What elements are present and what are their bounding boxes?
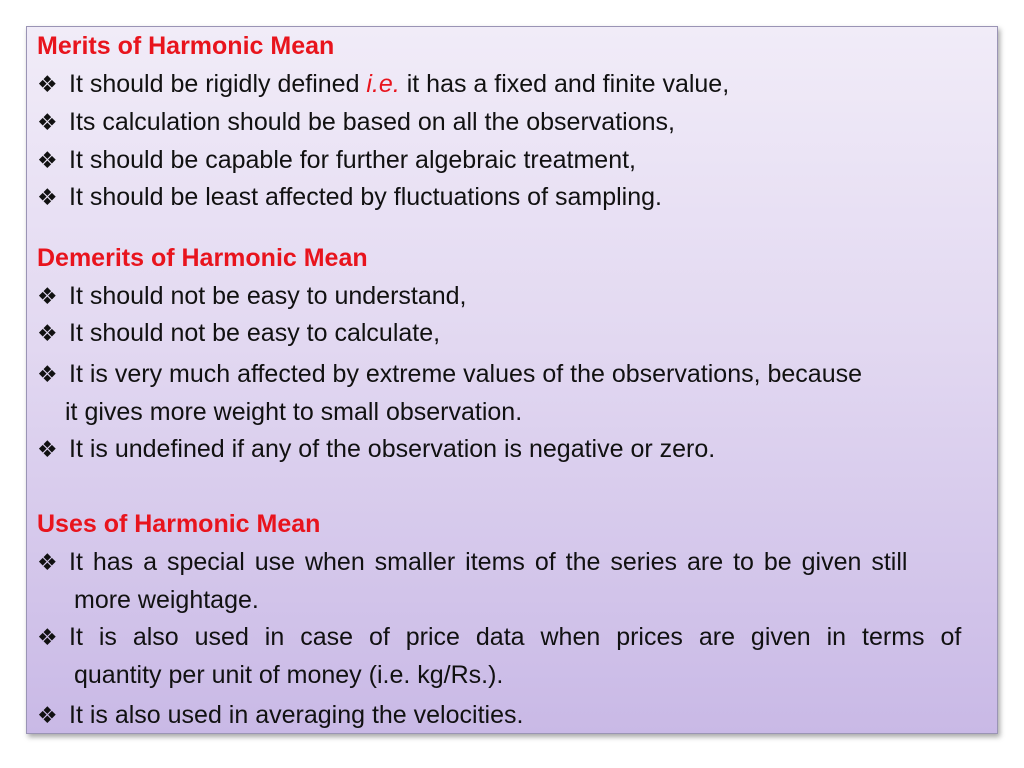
demerits-item-2 bbox=[37, 318, 440, 348]
diamond-bullet-icon: ❖ bbox=[37, 549, 58, 575]
demerits-item-3 bbox=[37, 359, 862, 389]
demerits-item-1 bbox=[37, 281, 467, 311]
demerits-item-1-text: It should not be easy to understand, bbox=[69, 282, 467, 310]
uses-item-3-text: It is also used in averaging the velocities. bbox=[69, 701, 524, 729]
slide-panel bbox=[26, 26, 998, 734]
uses-item-1-line2: more weightage. bbox=[74, 586, 259, 614]
diamond-bullet-icon: ❖ bbox=[37, 624, 58, 650]
uses-item-1 bbox=[37, 547, 907, 577]
demerits-item-4-text: It is undefined if any of the observation is negative or zero. bbox=[69, 435, 716, 463]
merits-item-3-text: It should be capable for further algebraic treatment, bbox=[69, 146, 636, 174]
diamond-bullet-icon: ❖ bbox=[37, 147, 58, 173]
diamond-bullet-icon: ❖ bbox=[37, 109, 58, 135]
diamond-bullet-icon: ❖ bbox=[37, 71, 58, 97]
uses-item-2-line2: quantity per unit of money (i.e. kg/Rs.). bbox=[74, 661, 504, 689]
merits-item-1-text-a: It should be rigidly defined bbox=[69, 70, 367, 98]
merits-item-3 bbox=[37, 145, 636, 175]
merits-item-1 bbox=[37, 69, 729, 99]
demerits-item-3-line1: It is very much affected by extreme values of the observations, because bbox=[69, 360, 863, 388]
uses-item-2 bbox=[37, 622, 961, 652]
demerits-heading: Demerits of Harmonic Mean bbox=[37, 244, 368, 272]
merits-item-2-text: Its calculation should be based on all the observations, bbox=[69, 108, 675, 136]
diamond-bullet-icon: ❖ bbox=[37, 184, 58, 210]
demerits-item-3-line2: it gives more weight to small observation. bbox=[65, 398, 523, 426]
uses-item-3 bbox=[37, 700, 523, 730]
merits-heading: Merits of Harmonic Mean bbox=[37, 32, 335, 60]
diamond-bullet-icon: ❖ bbox=[37, 283, 58, 309]
uses-item-2-line1: It is also used in case of price data when prices are given in terms of bbox=[69, 623, 962, 651]
uses-heading: Uses of Harmonic Mean bbox=[37, 510, 321, 538]
diamond-bullet-icon: ❖ bbox=[37, 320, 58, 346]
diamond-bullet-icon: ❖ bbox=[37, 436, 58, 462]
demerits-item-4 bbox=[37, 434, 715, 464]
merits-item-2 bbox=[37, 107, 675, 137]
merits-item-1-text-b: it has a fixed and finite value, bbox=[399, 70, 730, 98]
diamond-bullet-icon: ❖ bbox=[37, 361, 58, 387]
merits-item-4 bbox=[37, 182, 662, 212]
merits-item-1-emph: i.e. bbox=[366, 70, 400, 98]
uses-item-1-line1: It has a special use when smaller items of the series are to be given still bbox=[69, 548, 908, 576]
demerits-item-2-text: It should not be easy to calculate, bbox=[69, 319, 441, 347]
diamond-bullet-icon: ❖ bbox=[37, 702, 58, 728]
merits-item-4-text: It should be least affected by fluctuations of sampling. bbox=[69, 183, 662, 211]
